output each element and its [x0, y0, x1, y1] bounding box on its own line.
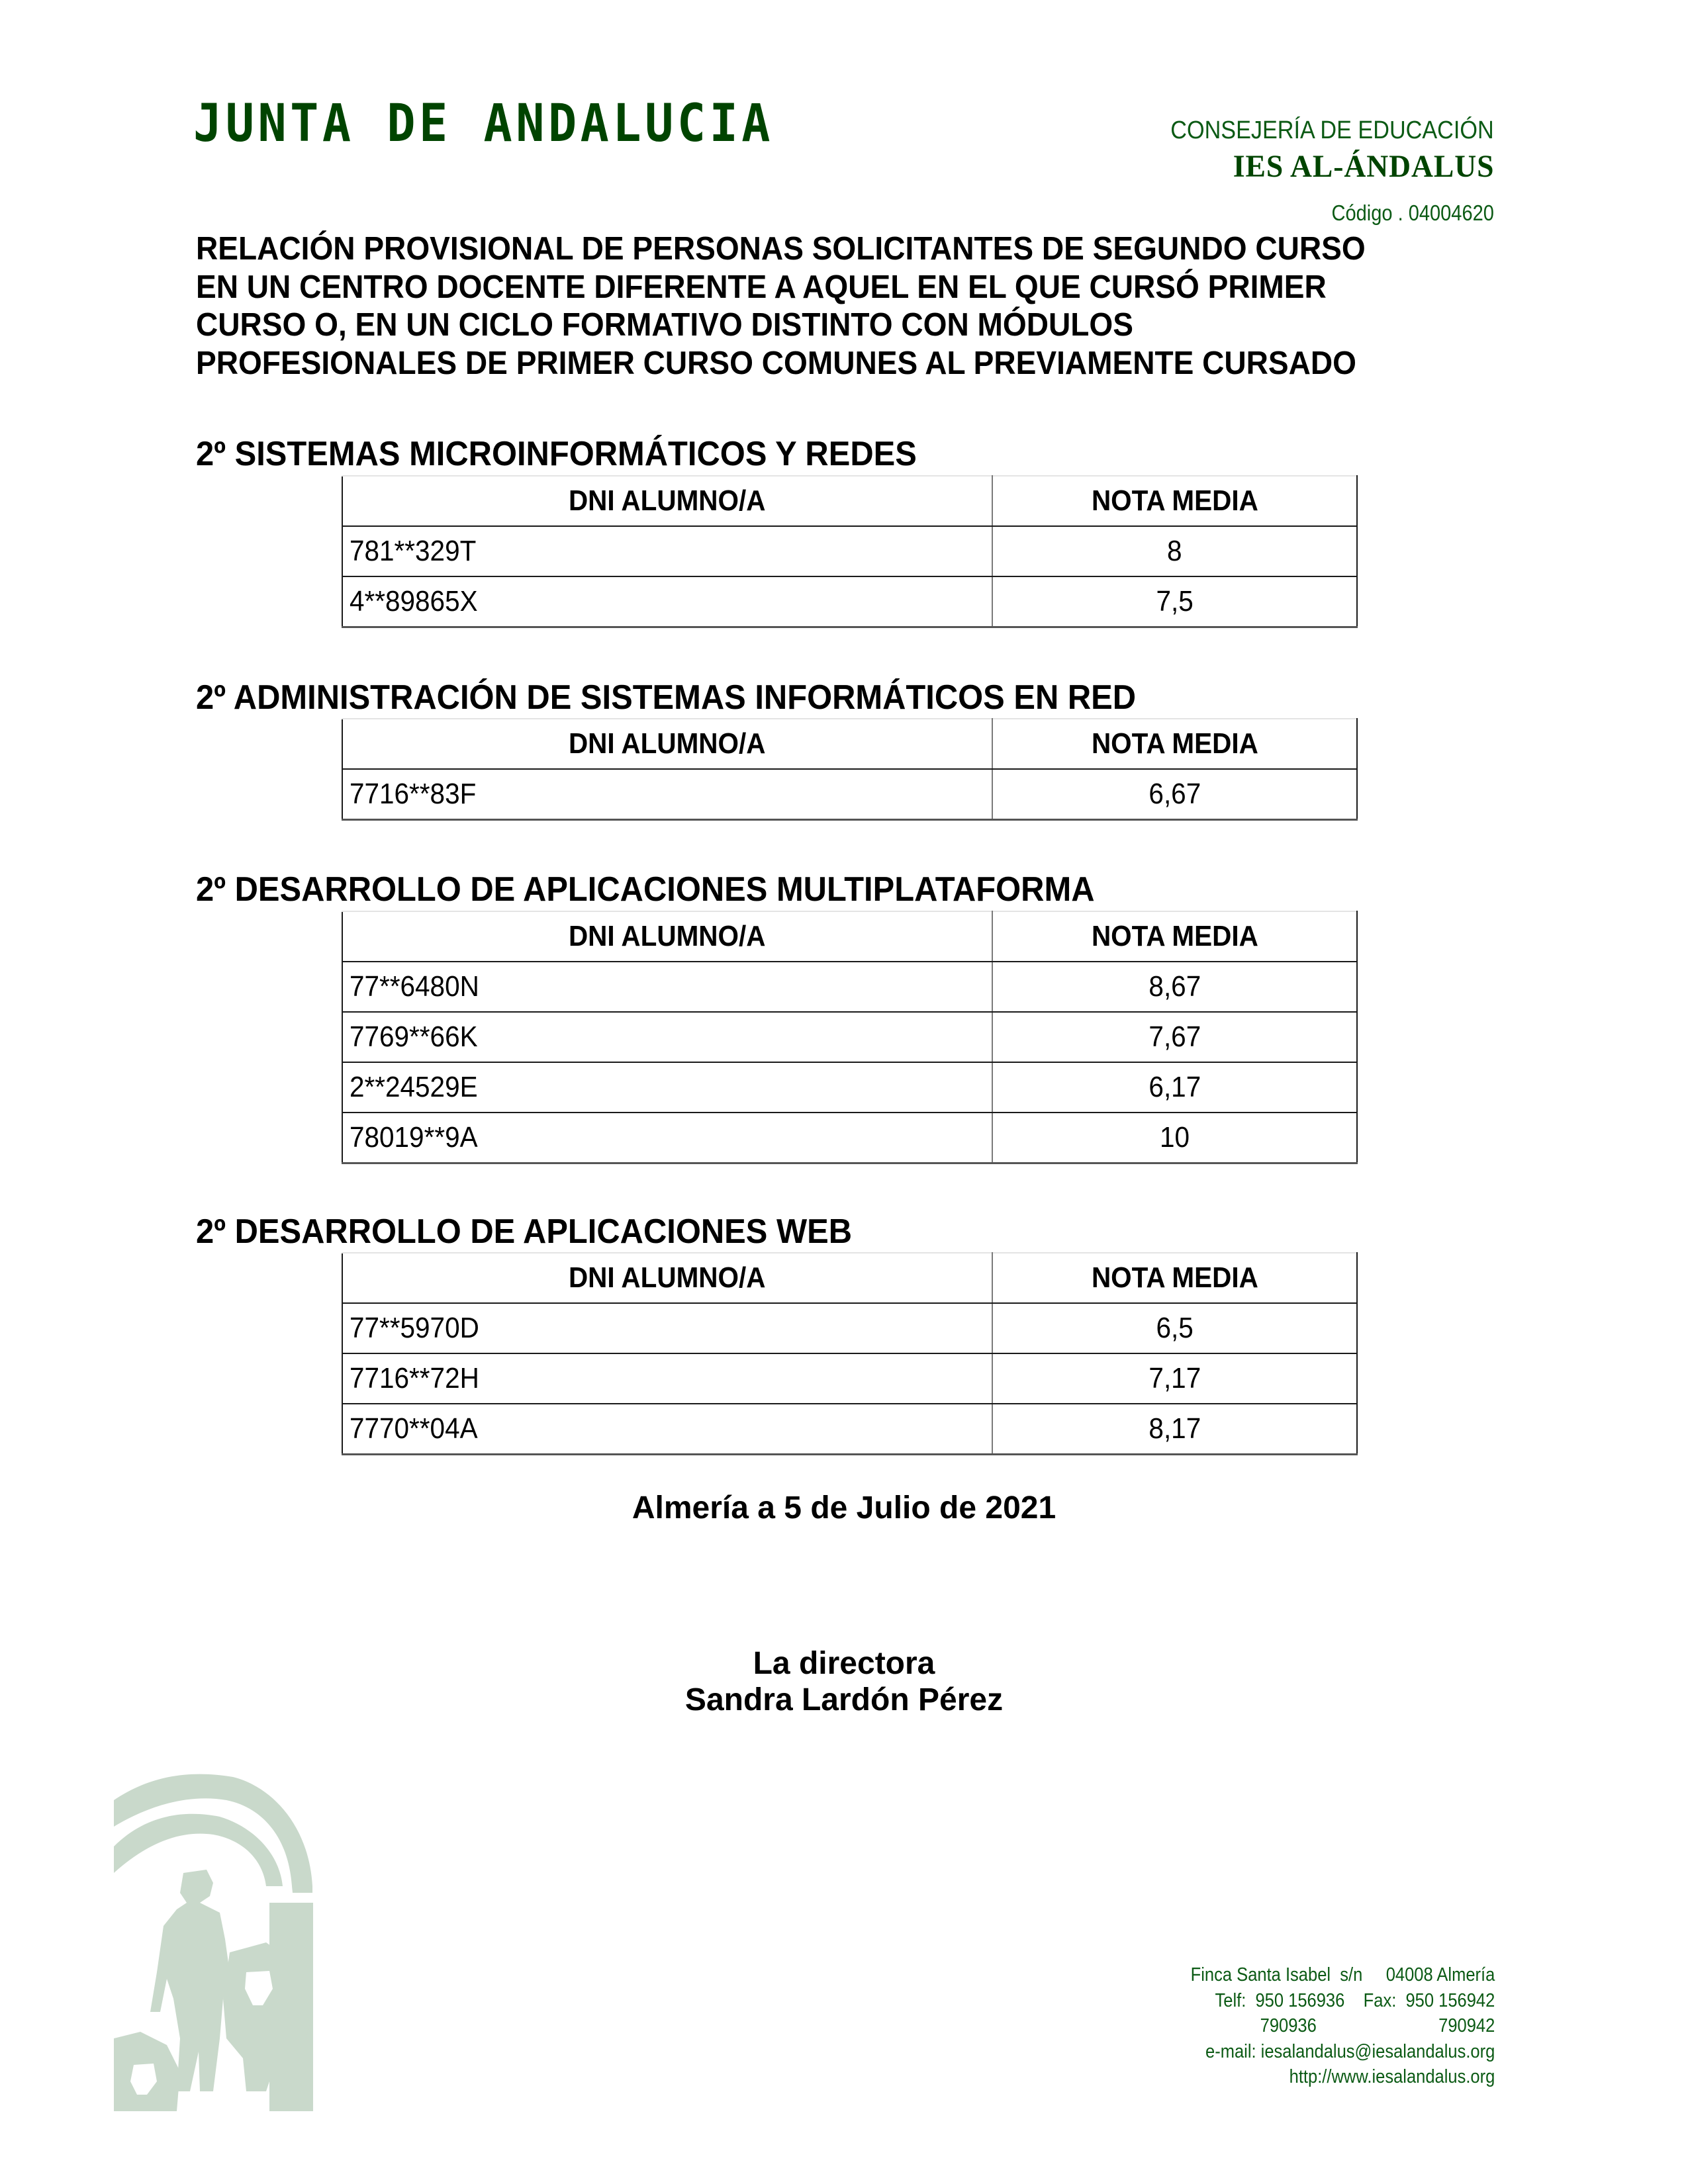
dni-cell: 2**24529E [342, 1062, 992, 1113]
nota-cell: 10 [992, 1113, 1357, 1163]
section-title: 2º DESARROLLO DE APLICACIONES WEB [196, 1212, 852, 1251]
column-header-nota: NOTA MEDIA [992, 476, 1357, 526]
table-row [342, 769, 1357, 820]
column-header-dni: DNI ALUMNO/A [342, 719, 992, 769]
table-row [342, 1353, 1357, 1404]
footer-phones-alt: 790936 790942 [1260, 2015, 1495, 2036]
dni-cell: 78019**9A [342, 1113, 992, 1163]
column-header-nota: NOTA MEDIA [992, 719, 1357, 769]
table-row [342, 526, 1357, 576]
table-header-row [342, 1253, 1357, 1303]
nota-cell: 7,5 [992, 576, 1357, 627]
table-row [342, 1012, 1357, 1062]
column-header-nota: NOTA MEDIA [992, 1253, 1357, 1303]
dni-cell: 7769**66K [342, 1012, 992, 1062]
table-header-row [342, 911, 1357, 962]
table-header-row [342, 719, 1357, 769]
document-title [196, 230, 1440, 383]
table-row [342, 1113, 1357, 1163]
nota-cell: 6,5 [992, 1303, 1357, 1353]
table-row [342, 1303, 1357, 1353]
dni-cell: 7770**04A [342, 1404, 992, 1455]
title-line: PROFESIONALES DE PRIMER CURSO COMUNES AL PREVIAMENTE CURSADO [196, 345, 1357, 381]
title-line: EN UN CENTRO DOCENTE DIFERENTE A AQUEL EN EL QUE CURSÓ PRIMER [196, 269, 1327, 305]
dni-cell: 77**6480N [342, 962, 992, 1012]
nota-cell: 8 [992, 526, 1357, 576]
column-header-dni: DNI ALUMNO/A [342, 1253, 992, 1303]
table-row [342, 1062, 1357, 1113]
dni-cell: 7716**72H [342, 1353, 992, 1404]
grades-table [342, 475, 1358, 628]
grades-table [342, 718, 1358, 821]
nota-cell: 8,67 [992, 962, 1357, 1012]
nota-cell: 8,17 [992, 1404, 1357, 1455]
footer-email: e-mail: iesalandalus@iesalandalus.org [1205, 2040, 1495, 2062]
dni-cell: 4**89865X [342, 576, 992, 627]
nota-cell: 7,17 [992, 1353, 1357, 1404]
title-line: RELACIÓN PROVISIONAL DE PERSONAS SOLICITANTES DE SEGUNDO CURSO [196, 231, 1366, 267]
nota-cell: 6,17 [992, 1062, 1357, 1113]
signature-name: Sandra Lardón Pérez [684, 1682, 1004, 1717]
grades-table [342, 911, 1358, 1164]
grades-table [342, 1252, 1358, 1455]
dni-cell: 7716**83F [342, 769, 992, 820]
footer-website: http://www.iesalandalus.org [1289, 2066, 1495, 2087]
footer-phones: Telf: 950 156936 Fax: 950 156942 [1215, 1989, 1495, 2011]
junta-logo-text: JUNTA DE ANDALUCIA [193, 94, 774, 154]
dni-cell: 77**5970D [342, 1303, 992, 1353]
column-header-nota: NOTA MEDIA [992, 911, 1357, 962]
table-row [342, 962, 1357, 1012]
section-title: 2º DESARROLLO DE APLICACIONES MULTIPLATAFORMA [196, 870, 1095, 909]
document-date: Almería a 5 de Julio de 2021 [632, 1490, 1056, 1525]
contact-footer [1190, 1962, 1495, 2090]
school-code: Código . 04004620 [1331, 201, 1494, 225]
nota-cell: 6,67 [992, 769, 1357, 820]
section-title: 2º SISTEMAS MICROINFORMÁTICOS Y REDES [196, 435, 917, 473]
junta-emblem-icon [114, 1760, 319, 2111]
dni-cell: 781**329T [342, 526, 992, 576]
table-header-row [342, 476, 1357, 526]
title-line: CURSO O, EN UN CICLO FORMATIVO DISTINTO CON MÓDULOS [196, 307, 1133, 343]
consejeria-label: CONSEJERÍA DE EDUCACIÓN [1170, 116, 1494, 144]
table-row [342, 1404, 1357, 1455]
signature-role: La directora [753, 1646, 935, 1681]
column-header-dni: DNI ALUMNO/A [342, 476, 992, 526]
table-row [342, 576, 1357, 627]
nota-cell: 7,67 [992, 1012, 1357, 1062]
section-title: 2º ADMINISTRACIÓN DE SISTEMAS INFORMÁTICOS EN RED [196, 678, 1137, 717]
footer-address: Finca Santa Isabel s/n 04008 Almería [1190, 1964, 1495, 1985]
school-name: IES AL-ÁNDALUS [1233, 149, 1494, 184]
column-header-dni: DNI ALUMNO/A [342, 911, 992, 962]
